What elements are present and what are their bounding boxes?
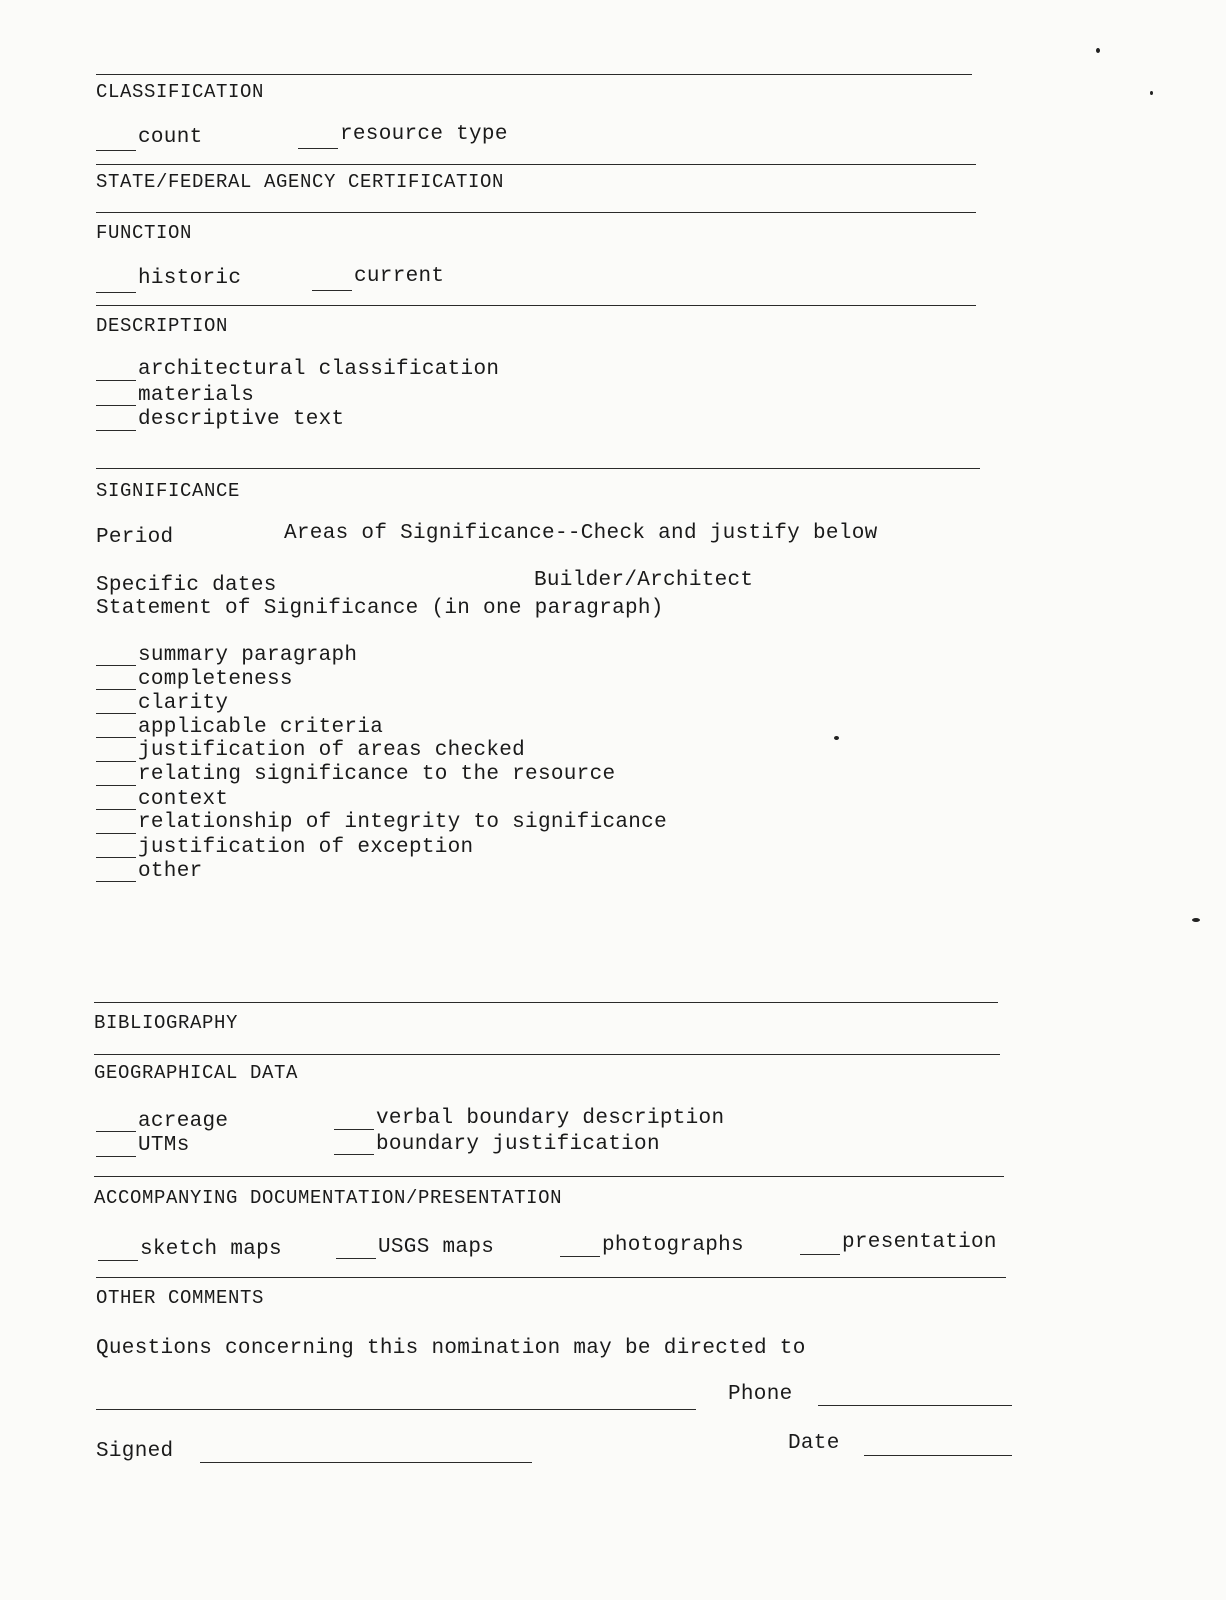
relating-significance-label: relating significance to the resource xyxy=(138,763,616,786)
applicable-criteria-checkbox-line[interactable] xyxy=(96,737,136,738)
section-rule xyxy=(94,1002,998,1003)
function-heading: FUNCTION xyxy=(96,222,193,244)
signature-field[interactable] xyxy=(200,1462,532,1463)
certification-heading: STATE/FEDERAL AGENCY CERTIFICATION xyxy=(96,171,505,193)
descriptive-text-label: descriptive text xyxy=(138,408,345,431)
justification-of-areas-checkbox-line[interactable] xyxy=(96,761,136,762)
section-rule xyxy=(96,164,976,165)
clarity-checkbox-line[interactable] xyxy=(96,713,136,714)
section-rule xyxy=(94,1054,1000,1055)
significance-heading: SIGNIFICANCE xyxy=(96,480,241,502)
historic-label: historic xyxy=(138,267,242,290)
statement-of-significance-label: Statement of Significance (in one paragraph) xyxy=(96,597,664,620)
photographs-checkbox-line[interactable] xyxy=(560,1256,600,1257)
classification-heading: CLASSIFICATION xyxy=(96,81,265,103)
completeness-checkbox-line[interactable] xyxy=(96,689,136,690)
boundary-justification-checkbox-line[interactable] xyxy=(334,1154,374,1155)
other-checkbox-line[interactable] xyxy=(96,881,136,882)
relationship-of-integrity-label: relationship of integrity to significance xyxy=(138,811,667,834)
section-rule xyxy=(96,468,980,469)
context-label: context xyxy=(138,788,229,811)
geographical-heading: GEOGRAPHICAL DATA xyxy=(94,1062,299,1084)
period-label: Period xyxy=(96,526,174,549)
relating-significance-checkbox-line[interactable] xyxy=(96,785,136,786)
contact-name-field[interactable] xyxy=(96,1409,696,1410)
materials-label: materials xyxy=(138,384,255,407)
areas-of-significance-label: Areas of Significance--Check and justify below xyxy=(284,522,878,545)
historic-checkbox-line[interactable] xyxy=(96,292,136,293)
other-label: other xyxy=(138,860,203,883)
acreage-checkbox-line[interactable] xyxy=(96,1131,136,1132)
summary-paragraph-checkbox-line[interactable] xyxy=(96,665,136,666)
date-label: Date xyxy=(788,1432,840,1455)
other-comments-heading: OTHER COMMENTS xyxy=(96,1287,265,1309)
phone-field[interactable] xyxy=(818,1405,1012,1406)
phone-label: Phone xyxy=(728,1383,793,1406)
count-checkbox-line[interactable] xyxy=(96,150,136,151)
summary-paragraph-label: summary paragraph xyxy=(138,644,358,667)
date-field[interactable] xyxy=(864,1455,1012,1456)
bibliography-heading: BIBLIOGRAPHY xyxy=(94,1012,239,1034)
completeness-label: completeness xyxy=(138,668,293,691)
relationship-of-integrity-checkbox-line[interactable] xyxy=(96,833,136,834)
section-rule xyxy=(94,1176,1004,1177)
boundary-justification-label: boundary justification xyxy=(376,1133,660,1156)
count-label: count xyxy=(138,126,203,149)
section-rule xyxy=(96,305,976,306)
usgs-maps-checkbox-line[interactable] xyxy=(336,1258,376,1259)
resource-type-checkbox-line[interactable] xyxy=(298,148,338,149)
utms-checkbox-line[interactable] xyxy=(96,1156,136,1157)
verbal-boundary-label: verbal boundary description xyxy=(376,1107,725,1130)
questions-text: Questions concerning this nomination may be directed to xyxy=(96,1337,806,1360)
usgs-maps-label: USGS maps xyxy=(378,1236,495,1259)
current-checkbox-line[interactable] xyxy=(312,290,352,291)
acreage-label: acreage xyxy=(138,1110,229,1133)
photographs-label: photographs xyxy=(602,1234,744,1257)
sketch-maps-checkbox-line[interactable] xyxy=(98,1260,138,1261)
scan-speck xyxy=(1150,91,1153,95)
signed-label: Signed xyxy=(96,1440,174,1463)
presentation-label: presentation xyxy=(842,1231,997,1254)
sketch-maps-label: sketch maps xyxy=(140,1238,282,1261)
presentation-checkbox-line[interactable] xyxy=(800,1254,840,1255)
justification-of-areas-label: justification of areas checked xyxy=(138,739,526,762)
documentation-heading: ACCOMPANYING DOCUMENTATION/PRESENTATION xyxy=(94,1187,563,1209)
specific-dates-label: Specific dates xyxy=(96,574,277,597)
verbal-boundary-checkbox-line[interactable] xyxy=(334,1129,374,1130)
description-heading: DESCRIPTION xyxy=(96,315,229,337)
section-rule xyxy=(96,212,976,213)
resource-type-label: resource type xyxy=(340,123,508,146)
materials-checkbox-line[interactable] xyxy=(96,405,136,406)
scan-speck xyxy=(834,736,839,740)
section-rule xyxy=(96,1277,1006,1278)
context-checkbox-line[interactable] xyxy=(96,809,136,810)
descriptive-text-checkbox-line[interactable] xyxy=(96,430,136,431)
justification-of-exception-checkbox-line[interactable] xyxy=(96,857,136,858)
builder-architect-label: Builder/Architect xyxy=(534,569,754,592)
scan-speck xyxy=(1096,48,1100,53)
applicable-criteria-label: applicable criteria xyxy=(138,716,384,739)
scan-speck xyxy=(1192,918,1200,922)
clarity-label: clarity xyxy=(138,692,229,715)
current-label: current xyxy=(354,265,445,288)
architectural-classification-label: architectural classification xyxy=(138,358,500,381)
section-rule xyxy=(96,74,972,75)
utms-label: UTMs xyxy=(138,1134,190,1157)
architectural-classification-checkbox-line[interactable] xyxy=(96,380,136,381)
justification-of-exception-label: justification of exception xyxy=(138,836,474,859)
